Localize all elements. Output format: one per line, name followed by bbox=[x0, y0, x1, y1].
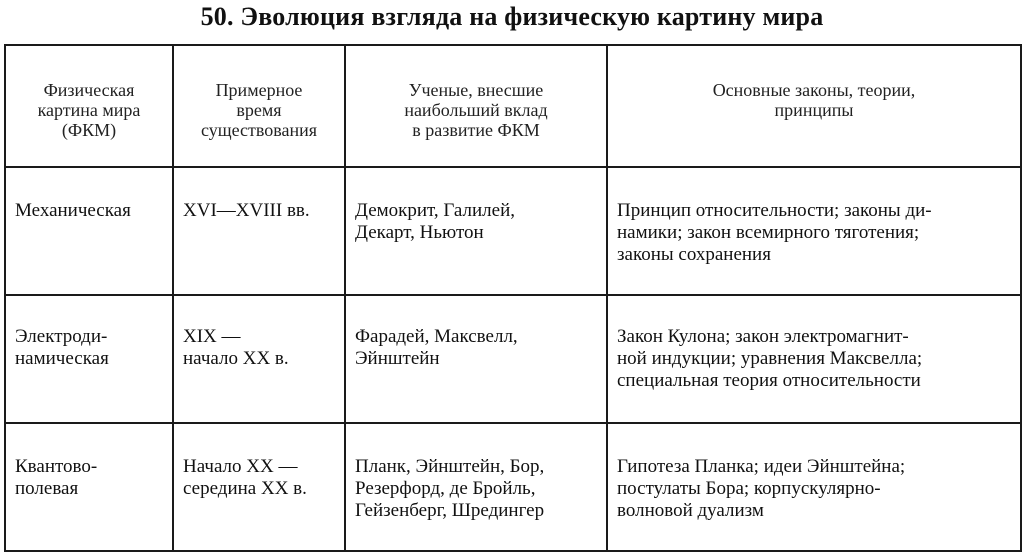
table-cell bbox=[173, 295, 345, 423]
cell-text: XIX — начало XX в. bbox=[183, 326, 289, 369]
header-label: Ученые, внесшие наибольший вклад в развитие ФКМ bbox=[404, 80, 548, 140]
cell-text: Фарадей, Максвелл, Эйнштейн bbox=[355, 326, 518, 369]
cell-text: Демокрит, Галилей, Декарт, Ньютон bbox=[355, 200, 516, 243]
table-cell bbox=[607, 167, 1021, 295]
header-label: Основные законы, теории, принципы bbox=[712, 80, 916, 120]
table-cell bbox=[5, 167, 173, 295]
header-cell-worldview bbox=[5, 45, 173, 167]
table-row bbox=[5, 423, 1021, 551]
header-cell-scientists bbox=[345, 45, 607, 167]
cell-text: Электроди- намическая bbox=[15, 326, 109, 369]
table-cell bbox=[345, 423, 607, 551]
table-cell bbox=[5, 295, 173, 423]
cell-text: Гипотеза Планка; идеи Эйнштейна; постулаты Бора; корпускулярно- волновой дуализм bbox=[617, 456, 906, 521]
table-cell bbox=[607, 423, 1021, 551]
header-cell-laws bbox=[607, 45, 1021, 167]
table-cell bbox=[345, 295, 607, 423]
cell-text: XVI—XVIII вв. bbox=[183, 200, 310, 221]
table-cell bbox=[607, 295, 1021, 423]
table-container bbox=[4, 44, 1020, 549]
header-label: Физическая картина мира (ФКМ) bbox=[37, 80, 141, 140]
table-row bbox=[5, 295, 1021, 423]
cell-text: Закон Кулона; закон электромагнит- ной индукции; уравнения Максвелла; специальная теория относительности bbox=[617, 326, 923, 391]
cell-text: Начало XX — середина XX в. bbox=[183, 456, 307, 499]
cell-text: Квантово- полевая bbox=[15, 456, 98, 499]
table-row bbox=[5, 167, 1021, 295]
table-cell bbox=[173, 167, 345, 295]
cell-text: Планк, Эйнштейн, Бор, Резерфорд, де Бройль, Гейзенберг, Шредингер bbox=[355, 456, 545, 521]
page-title: 50. Эволюция взгляда на физическую картину мира bbox=[200, 2, 824, 31]
header-row bbox=[5, 45, 1021, 167]
header-cell-period bbox=[173, 45, 345, 167]
physics-worldview-table bbox=[4, 44, 1022, 552]
table-cell bbox=[173, 423, 345, 551]
table-cell bbox=[5, 423, 173, 551]
header-label: Примерное время существования bbox=[200, 80, 318, 140]
table-cell bbox=[345, 167, 607, 295]
cell-text: Механическая bbox=[15, 200, 131, 221]
cell-text: Принцип относительности; законы ди- намики; закон всемирного тяготения; законы сохранения bbox=[617, 200, 932, 265]
